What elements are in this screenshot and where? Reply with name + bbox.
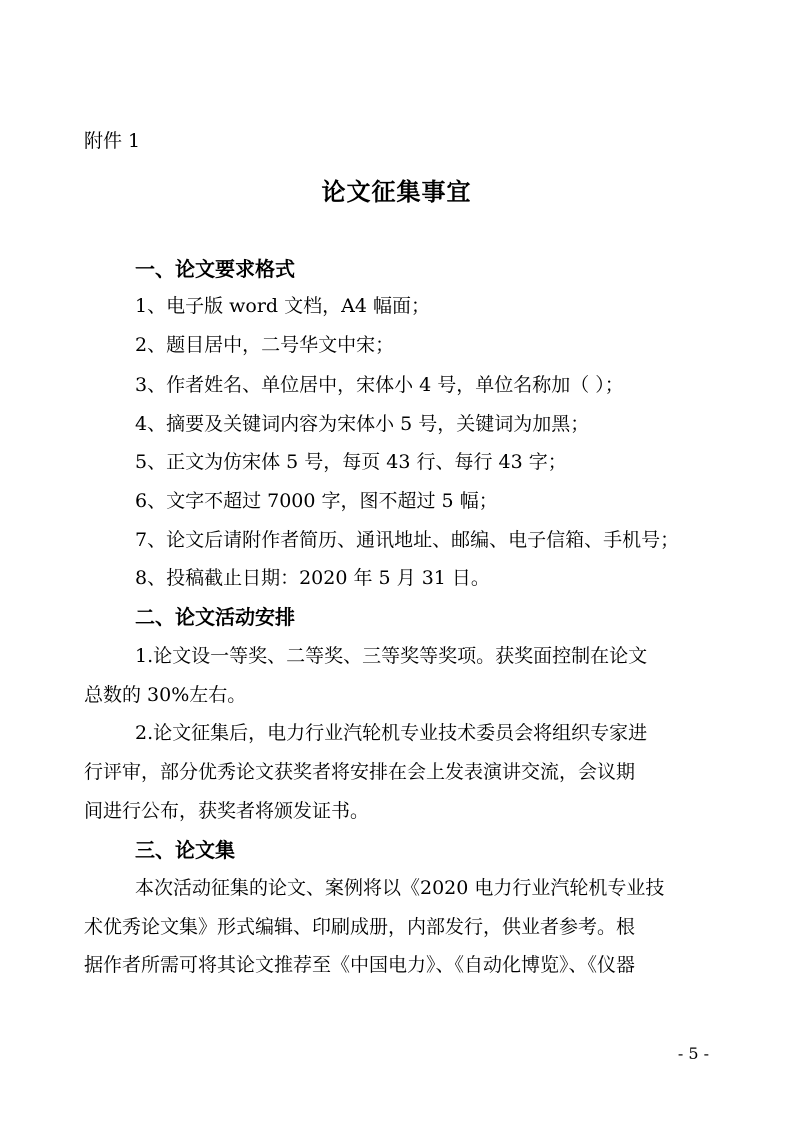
requirement-item: 6、文字不超过 7000 字，图不超过 5 幅； — [135, 490, 498, 512]
section3-heading: 三、论文集 — [135, 838, 235, 862]
requirement-item: 5、正文为仿宋体 5 号，每页 43 行、每行 43 字； — [135, 451, 567, 473]
paragraph-line: 1.论文设一等奖、二等奖、三等奖等奖项。获奖面控制在论文 — [135, 645, 648, 667]
section2-heading: 二、论文活动安排 — [135, 605, 295, 629]
paragraph-line: 2.论文征集后，电力行业汽轮机专业技术委员会将组织专家进 — [135, 722, 648, 744]
requirement-item: 4、摘要及关键词内容为宋体小 5 号，关键词为加黑； — [135, 413, 590, 435]
requirement-item: 7、论文后请附作者简历、通讯地址、邮编、电子信箱、手机号； — [135, 529, 680, 551]
requirement-item: 8、投稿截止日期：2020 年 5 月 31 日。 — [135, 567, 490, 589]
attachment-label: 附件 1 — [84, 130, 141, 152]
page-number: - 5 - — [677, 1044, 709, 1063]
page-title: 论文征集事宜 — [321, 177, 472, 206]
paragraph-line: 术优秀论文集》形式编辑、印刷成册，内部发行，供业者参考。根 — [84, 916, 636, 938]
paragraph-line: 本次活动征集的论文、案例将以《2020 电力行业汽轮机专业技 — [135, 877, 665, 899]
requirement-item: 1、电子版 word 文档，A4 幅面； — [135, 295, 430, 317]
paragraph-line: 总数的 30%左右。 — [84, 684, 247, 706]
paragraph-line: 行评审，部分优秀论文获奖者将安排在会上发表演讲交流，会议期 — [84, 761, 636, 783]
requirement-item: 3、作者姓名、单位居中，宋体小 4 号，单位名称加（ ）； — [135, 374, 624, 396]
requirement-item: 2、题目居中，二号华文中宋； — [135, 334, 395, 356]
paragraph-line: 间进行公布，获奖者将颁发证书。 — [84, 800, 370, 822]
section1-heading: 一、论文要求格式 — [135, 257, 295, 281]
paragraph-line: 据作者所需可将其论文推荐至《中国电力》、《自动化博览》、《仪器 — [84, 954, 636, 976]
